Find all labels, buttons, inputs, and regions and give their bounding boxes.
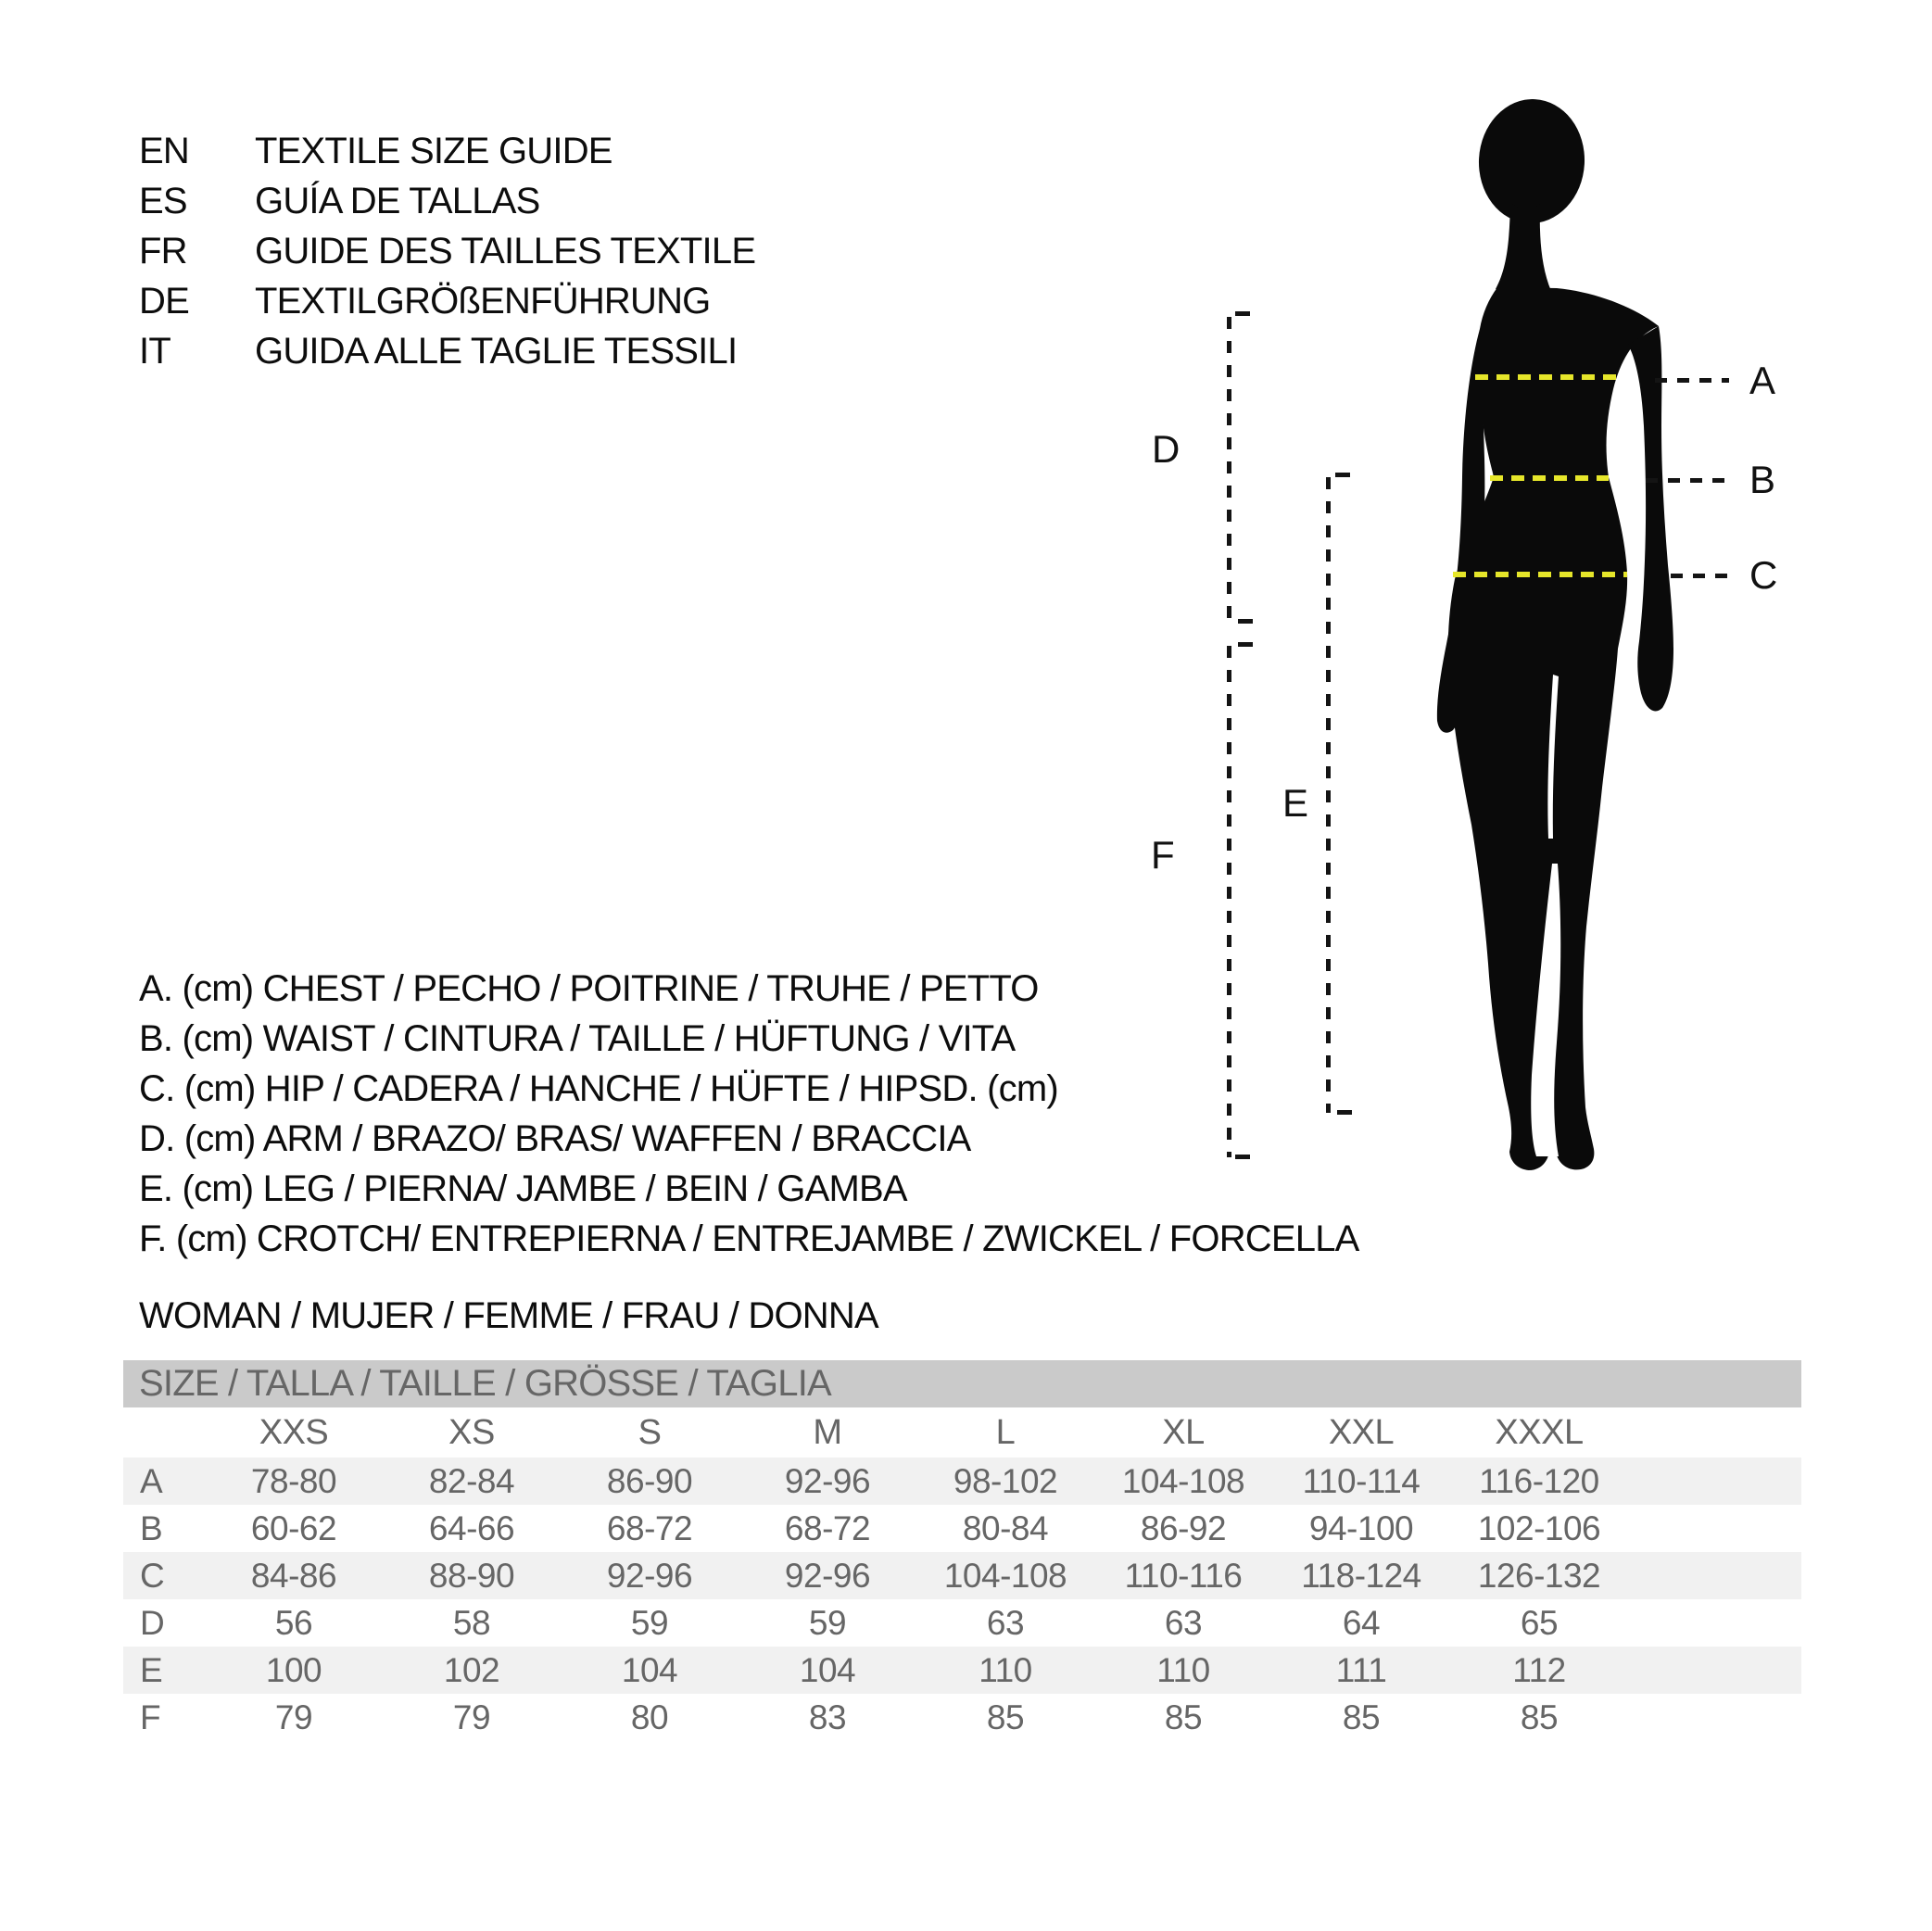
size-table (123, 1360, 1801, 1741)
row-measure-label: F (140, 1698, 161, 1736)
size-value-cell: 104 (621, 1650, 678, 1689)
measurement-legend-item: F. (cm) CROTCH/ ENTREPIERNA / ENTREJAMBE / ZWICKEL / FORCELLA (139, 1218, 1359, 1259)
size-value-cell: 86-92 (1140, 1508, 1227, 1547)
size-value-cell: 110 (1156, 1650, 1210, 1689)
label-arm: D (1152, 427, 1180, 472)
language-code: IT (139, 330, 170, 372)
label-waist: B (1749, 458, 1775, 502)
size-value-cell: 110 (979, 1650, 1032, 1689)
size-value-cell: 102-106 (1477, 1508, 1601, 1547)
row-measure-label: D (140, 1603, 165, 1642)
arm-line-top-tick (1235, 311, 1250, 316)
row-measure-label: C (140, 1556, 165, 1595)
hip-measure-line (1453, 572, 1627, 577)
measurement-legend-item: E. (cm) LEG / PIERNA/ JAMBE / BEIN / GAMBA (139, 1167, 907, 1209)
language-code: DE (139, 280, 189, 322)
size-column-header: XXL (1328, 1412, 1395, 1452)
size-value-cell: 104-108 (1121, 1461, 1245, 1500)
size-value-cell: 92-96 (784, 1556, 871, 1595)
leg-line-bottom-tick (1337, 1110, 1352, 1115)
size-value-cell: 85 (1520, 1698, 1559, 1736)
table-row (123, 1599, 1801, 1647)
size-value-cell: 65 (1520, 1603, 1559, 1642)
arm-line-bottom-tick (1238, 619, 1253, 624)
measurement-legend-item: B. (cm) WAIST / CINTURA / TAILLE / HÜFTUNG / VITA (139, 1017, 1016, 1059)
size-table-body (123, 1458, 1801, 1741)
size-table-header: SIZE / TALLA / TAILLE / GRÖSSE / TAGLIA (123, 1360, 1801, 1407)
arm-measure-line (1227, 317, 1231, 623)
size-value-cell: 94-100 (1308, 1508, 1414, 1547)
size-value-cell: 63 (986, 1603, 1025, 1642)
size-value-cell: 85 (986, 1698, 1025, 1736)
size-value-cell: 116-120 (1479, 1461, 1599, 1500)
size-value-cell: 84-86 (250, 1556, 337, 1595)
size-column-header: M (813, 1412, 842, 1452)
hip-callout-line (1671, 574, 1730, 578)
label-crotch: F (1151, 833, 1175, 877)
size-value-cell: 79 (452, 1698, 491, 1736)
chest-callout-line (1655, 378, 1729, 383)
size-value-cell: 88-90 (428, 1556, 515, 1595)
size-value-cell: 104-108 (943, 1556, 1067, 1595)
size-value-cell: 104 (799, 1650, 856, 1689)
table-row (123, 1694, 1801, 1741)
label-leg: E (1282, 781, 1308, 826)
size-value-cell: 126-132 (1477, 1556, 1601, 1595)
size-value-cell: 80-84 (962, 1508, 1049, 1547)
language-row (139, 126, 612, 176)
size-value-cell: 83 (808, 1698, 847, 1736)
size-value-cell: 80 (630, 1698, 669, 1736)
size-value-cell: 110-116 (1124, 1556, 1243, 1595)
size-value-cell: 64 (1342, 1603, 1381, 1642)
waist-measure-line (1490, 475, 1609, 481)
label-hip: C (1749, 553, 1777, 598)
row-measure-label: A (140, 1461, 163, 1500)
size-value-cell: 58 (452, 1603, 491, 1642)
row-measure-label: E (140, 1650, 163, 1689)
language-title: TEXTILGRÖßENFÜHRUNG (255, 280, 711, 322)
leg-line-top-tick (1335, 473, 1350, 477)
size-value-cell: 63 (1164, 1603, 1203, 1642)
language-code: EN (139, 130, 189, 171)
size-value-cell: 85 (1164, 1698, 1203, 1736)
language-row (139, 226, 755, 276)
size-value-cell: 100 (265, 1650, 322, 1689)
size-column-headers (123, 1407, 1801, 1458)
table-row (123, 1505, 1801, 1552)
size-value-cell: 86-90 (606, 1461, 693, 1500)
size-column-header: XXXL (1495, 1412, 1584, 1452)
language-title: GUIDA ALLE TAGLIE TESSILI (255, 330, 738, 372)
size-value-cell: 59 (630, 1603, 669, 1642)
size-value-cell: 118-124 (1301, 1556, 1421, 1595)
size-value-cell: 112 (1512, 1650, 1566, 1689)
size-value-cell: 59 (808, 1603, 847, 1642)
language-row (139, 276, 710, 326)
size-value-cell: 64-66 (428, 1508, 515, 1547)
size-value-cell: 78-80 (250, 1461, 337, 1500)
size-value-cell: 85 (1342, 1698, 1381, 1736)
size-column-header: XS (448, 1412, 495, 1452)
size-value-cell: 56 (274, 1603, 313, 1642)
size-value-cell: 92-96 (606, 1556, 693, 1595)
size-column-header: L (995, 1412, 1016, 1452)
size-value-cell: 68-72 (606, 1508, 693, 1547)
size-value-cell: 92-96 (784, 1461, 871, 1500)
size-value-cell: 60-62 (250, 1508, 337, 1547)
language-row (139, 176, 539, 226)
size-value-cell: 68-72 (784, 1508, 871, 1547)
table-row (123, 1552, 1801, 1599)
measurement-legend-item: D. (cm) ARM / BRAZO/ BRAS/ WAFFEN / BRACCIA (139, 1117, 971, 1159)
size-value-cell: 98-102 (953, 1461, 1058, 1500)
table-row (123, 1458, 1801, 1505)
chest-measure-line (1475, 374, 1616, 380)
label-chest: A (1749, 359, 1775, 403)
language-row (139, 326, 737, 376)
size-column-header: XXS (259, 1412, 329, 1452)
language-title: GUÍA DE TALLAS (255, 180, 540, 221)
table-row (123, 1647, 1801, 1694)
size-column-header: XL (1162, 1412, 1205, 1452)
crotch-measure-line (1227, 646, 1231, 1157)
size-value-cell: 79 (274, 1698, 313, 1736)
size-value-cell: 111 (1335, 1650, 1387, 1689)
size-value-cell: 102 (443, 1650, 500, 1689)
crotch-line-bottom-tick (1235, 1155, 1250, 1159)
waist-callout-line (1646, 478, 1731, 483)
language-title: TEXTILE SIZE GUIDE (255, 130, 612, 171)
size-value-cell: 110-114 (1302, 1461, 1421, 1500)
woman-silhouette-figure (1418, 93, 1696, 1186)
crotch-line-top-tick (1238, 642, 1253, 647)
language-code: ES (139, 180, 187, 221)
gender-heading: WOMAN / MUJER / FEMME / FRAU / DONNA (139, 1294, 878, 1336)
size-column-header: S (638, 1412, 662, 1452)
measurement-legend-item: C. (cm) HIP / CADERA / HANCHE / HÜFTE / HIPSD. (cm) (139, 1067, 1058, 1109)
leg-measure-line (1326, 477, 1331, 1113)
language-code: FR (139, 230, 187, 271)
language-title: GUIDE DES TAILLES TEXTILE (255, 230, 756, 271)
row-measure-label: B (140, 1508, 163, 1547)
measurement-legend-item: A. (cm) CHEST / PECHO / POITRINE / TRUHE / PETTO (139, 967, 1039, 1009)
size-value-cell: 82-84 (428, 1461, 515, 1500)
